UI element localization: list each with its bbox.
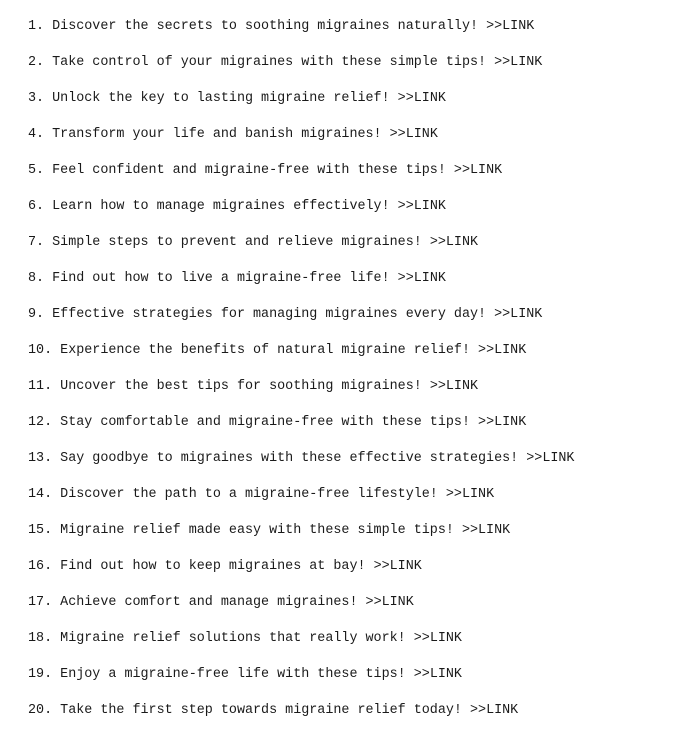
item-text: Stay comfortable and migraine-free with these tips!: [60, 415, 470, 430]
item-number: 4.: [28, 127, 45, 142]
list-item: [28, 449, 574, 485]
item-link: >>LINK: [397, 271, 446, 286]
list-item: [28, 593, 574, 629]
item-link: >>LINK: [429, 379, 479, 394]
list-item: [28, 485, 574, 521]
item-link: >>LINK: [397, 199, 446, 214]
item-link: >>LINK: [413, 667, 462, 682]
item-number: 8.: [28, 271, 45, 286]
item-number: 20.: [28, 703, 53, 718]
item-text: Find out how to keep migraines at bay!: [60, 559, 366, 574]
list-item: [28, 521, 574, 557]
item-link: >>LINK: [397, 91, 446, 106]
list-item: [28, 377, 574, 413]
item-number: 11.: [28, 379, 53, 394]
item-link: >>LINK: [526, 451, 575, 466]
list-item: [28, 89, 574, 125]
item-number: 16.: [28, 559, 53, 574]
list-item: [28, 413, 574, 449]
item-text: Simple steps to prevent and relieve migraines!: [52, 235, 422, 250]
item-text: Unlock the key to lasting migraine relief!: [52, 91, 390, 106]
list-item: [28, 305, 574, 341]
item-number: 3.: [28, 91, 45, 106]
item-number: 17.: [28, 595, 53, 610]
item-link: >>LINK: [365, 595, 414, 610]
item-link: >>LINK: [486, 19, 535, 34]
item-text: Find out how to live a migraine-free life!: [52, 271, 390, 286]
item-link: >>LINK: [413, 631, 462, 646]
item-link: >>LINK: [494, 55, 543, 70]
list-item: [28, 161, 574, 197]
list-item: [28, 17, 574, 53]
item-number: 15.: [28, 523, 53, 538]
item-text: Migraine relief made easy with these simple tips!: [60, 523, 454, 538]
item-number: 14.: [28, 487, 53, 502]
item-text: Transform your life and banish migraines!: [52, 127, 382, 142]
item-number: 6.: [28, 199, 45, 214]
item-link: >>LINK: [373, 559, 422, 574]
item-link: >>LINK: [494, 307, 543, 322]
item-number: 9.: [28, 307, 45, 322]
list-item: [28, 125, 574, 161]
headline-list: [28, 17, 574, 737]
item-number: 2.: [28, 55, 45, 70]
item-text: Experience the benefits of natural migraine relief!: [60, 343, 470, 358]
item-text: Take the first step towards migraine relief today!: [60, 703, 462, 718]
item-link: >>LINK: [470, 703, 519, 718]
list-item: [28, 557, 574, 593]
item-link: >>LINK: [478, 343, 527, 358]
item-number: 7.: [28, 235, 45, 250]
item-text: Achieve comfort and manage migraines!: [60, 595, 358, 610]
item-link: >>LINK: [445, 487, 495, 502]
item-text: Discover the path to a migraine-free lifestyle!: [60, 487, 438, 502]
item-number: 13.: [28, 451, 53, 466]
list-item: [28, 197, 574, 233]
item-number: 1.: [28, 19, 45, 34]
item-text: Uncover the best tips for soothing migraines!: [60, 379, 422, 394]
list-item: [28, 701, 574, 737]
item-number: 5.: [28, 163, 45, 178]
list-item: [28, 665, 574, 701]
item-number: 12.: [28, 415, 53, 430]
item-text: Feel confident and migraine-free with these tips!: [52, 163, 446, 178]
list-item: [28, 341, 574, 377]
item-text: Discover the secrets to soothing migraines naturally!: [52, 19, 479, 34]
item-text: Effective strategies for managing migraines every day!: [52, 307, 487, 322]
list-item: [28, 53, 574, 89]
item-link: >>LINK: [429, 235, 479, 250]
item-text: Say goodbye to migraines with these effective strategies!: [60, 451, 519, 466]
list-item: [28, 269, 574, 305]
item-link: >>LINK: [478, 415, 527, 430]
item-text: Take control of your migraines with these simple tips!: [52, 55, 487, 70]
item-number: 10.: [28, 343, 53, 358]
item-text: Enjoy a migraine-free life with these tips!: [60, 667, 406, 682]
item-text: Migraine relief solutions that really work!: [60, 631, 406, 646]
list-item: [28, 629, 574, 665]
item-number: 19.: [28, 667, 53, 682]
item-text: Learn how to manage migraines effectively!: [52, 199, 390, 214]
item-link: >>LINK: [453, 163, 503, 178]
list-item: [28, 233, 574, 269]
item-link: >>LINK: [461, 523, 511, 538]
item-number: 18.: [28, 631, 53, 646]
item-link: >>LINK: [389, 127, 438, 142]
